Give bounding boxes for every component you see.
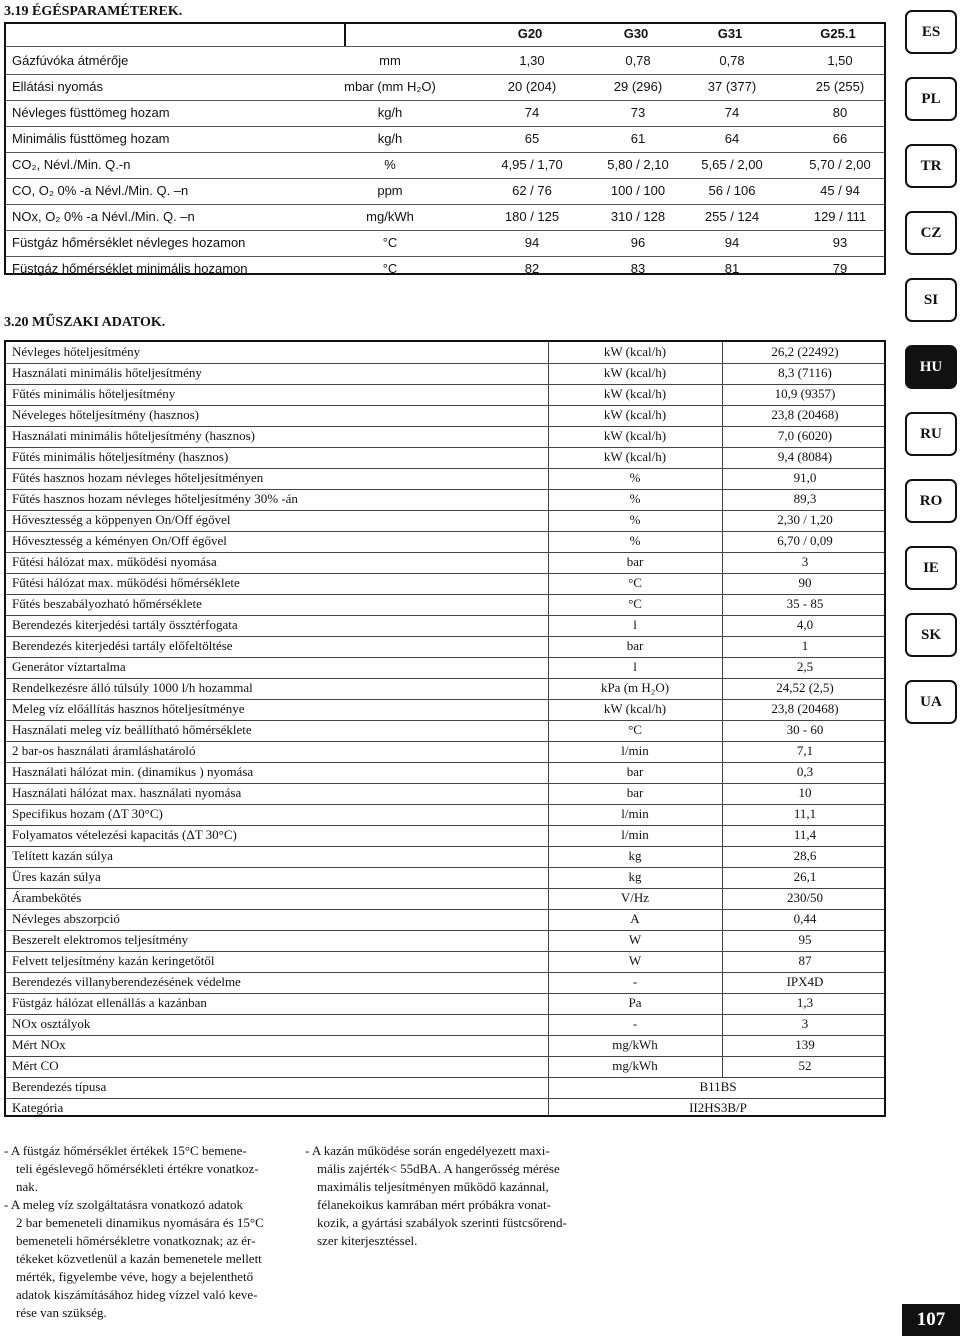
gas-row-unit: ppm	[377, 183, 403, 198]
tech-row-unit: %	[629, 470, 641, 485]
gas-row-label: Ellátási nyomás	[12, 79, 104, 94]
tech-row-unit: °C	[628, 596, 642, 611]
tech-row-value: 24,52 (2,5)	[776, 680, 834, 695]
tech-row-unit: l/min	[621, 743, 649, 758]
tech-row-label: Berendezés típusa	[12, 1079, 107, 1094]
gas-header-3: G25.1	[820, 26, 856, 41]
notes-left	[4, 1142, 294, 1322]
tech-row-unit: -	[632, 974, 638, 989]
tech-row-value: 10,9 (9357)	[774, 386, 836, 401]
tech-row-value: 35 - 85	[786, 596, 824, 611]
tech-row-label: Kategória	[12, 1100, 64, 1115]
tech-row-label: Névleges hőteljesítmény	[12, 344, 141, 359]
gas-row-value: 5,70 / 2,00	[809, 157, 871, 172]
gas-row-value: 5,65 / 2,00	[701, 157, 763, 172]
tech-row	[6, 384, 884, 405]
tech-row-label: Specifikus hozam (ΔT 30°C)	[12, 806, 163, 821]
note-line: félanekoikus kamrában mért próbákra vonat-	[317, 1197, 551, 1212]
tech-row-label: Mért CO	[12, 1058, 59, 1073]
tech-row-unit: W	[628, 953, 642, 968]
gas-row	[6, 126, 884, 152]
tech-row-unit: -	[632, 1016, 638, 1031]
tech-row-value: 0,3	[796, 764, 814, 779]
technical-data-table	[4, 340, 886, 1117]
tech-row-value: 1	[801, 638, 809, 653]
gas-row-value: 64	[724, 131, 740, 146]
gas-row-value: 5,80 / 2,10	[607, 157, 669, 172]
tech-row-label: 2 bar-os használati áramláshatároló	[12, 743, 196, 758]
note-line: rése van szükség.	[16, 1305, 107, 1320]
gas-row-unit: %	[384, 157, 396, 172]
tech-row-unit: mg/kWh	[612, 1037, 658, 1052]
gas-row	[6, 100, 884, 126]
tech-row-value: 95	[798, 932, 812, 947]
note-line: maximális teljesítményen működő kazánnal,	[317, 1179, 549, 1194]
gas-row-value: 25 (255)	[815, 79, 865, 94]
tech-row	[6, 426, 884, 447]
tech-row-unit: kW (kcal/h)	[603, 701, 667, 716]
tech-row-value: 2,5	[796, 659, 814, 674]
tech-row-label: Beszerelt elektromos teljesítmény	[12, 932, 189, 947]
note-line: - A füstgáz hőmérséklet értékek 15°C bemene-	[4, 1143, 247, 1158]
gas-row-value: 0,78	[625, 53, 651, 68]
gas-row-unit: kg/h	[377, 131, 403, 146]
gas-row-value: 94	[524, 235, 540, 250]
tech-row-label: Berendezés villanyberendezésének védelme	[12, 974, 241, 989]
gas-row-label: Füstgáz hőmérséklet minimális hozamon	[12, 261, 248, 276]
tech-row-label: Használati hálózat max. használati nyomása	[12, 785, 242, 800]
gas-row-value: 81	[724, 261, 740, 276]
tech-row	[6, 762, 884, 783]
tech-row-value: 4,0	[796, 617, 814, 632]
tech-row-value: 52	[798, 1058, 812, 1073]
tech-row-value: B11BS	[699, 1079, 737, 1094]
tech-row	[6, 993, 884, 1014]
page-number: 107	[902, 1304, 960, 1336]
gas-row-label: Névleges füsttömeg hozam	[12, 105, 170, 120]
tech-row	[6, 405, 884, 426]
tech-row-unit: kW (kcal/h)	[603, 386, 667, 401]
tech-row-unit: kW (kcal/h)	[603, 407, 667, 422]
tech-row-value: 139	[795, 1037, 815, 1052]
gas-row-value: 96	[630, 235, 646, 250]
tech-section-title: 3.20 MŰSZAKI ADATOK.	[4, 315, 166, 330]
tech-row-label: Meleg víz előállítás hasznos hőteljesítménye	[12, 701, 245, 716]
tech-row-label: Telített kazán súlya	[12, 848, 113, 863]
gas-row-label: Gázfúvóka átmérője	[12, 53, 129, 68]
tech-row-value: 26,2 (22492)	[771, 344, 839, 359]
gas-row-value: 56 / 106	[708, 183, 756, 198]
gas-row-label: CO₂, Névl./Min. Q.-n	[12, 157, 131, 172]
tech-row	[6, 657, 884, 678]
tech-row-label: Hővesztesség a köppenyen On/Off égővel	[12, 512, 231, 527]
tech-row	[6, 1014, 884, 1035]
tech-row-label: Fűtés beszabályozható hőmérséklete	[12, 596, 202, 611]
tech-row	[6, 951, 884, 972]
combustion-parameters-table	[4, 22, 886, 275]
tech-row-label: Felvett teljesítmény kazán keringetőtől	[12, 953, 215, 968]
note-line: - A kazán működése során engedélyezett maxi-	[305, 1143, 550, 1158]
tech-row-label: Hővesztesség a kéményen On/Off égővel	[12, 533, 227, 548]
gas-header-0: G20	[517, 26, 543, 41]
tech-row-unit: bar	[626, 785, 644, 800]
tech-row-value: 0,44	[793, 911, 817, 926]
tech-row	[6, 468, 884, 489]
gas-row-value: 74	[724, 105, 740, 120]
tech-row	[6, 825, 884, 846]
language-tab-ro[interactable]: RO	[905, 479, 957, 523]
tech-row-unit: kg	[628, 869, 642, 884]
tech-row-unit: W	[628, 932, 642, 947]
tech-row-value: 2,30 / 1,20	[777, 512, 833, 527]
tech-row-unit: °C	[628, 722, 642, 737]
tech-row	[6, 846, 884, 867]
gas-row-value: 83	[630, 261, 646, 276]
tech-row	[6, 783, 884, 804]
tech-row-value: 26,1	[793, 869, 817, 884]
tech-row	[6, 1098, 884, 1119]
tech-row-value: 23,8 (20468)	[771, 407, 839, 422]
tech-row	[6, 531, 884, 552]
tech-row-value: 1,3	[796, 995, 814, 1010]
note-line: tékeket közvetlenül a kazán bemenetele mellett	[16, 1251, 262, 1266]
tech-row-label: Fűtés minimális hőteljesítmény (hasznos)	[12, 449, 229, 464]
note-line: kozik, a gyártási szabályok szerinti füstcsőrend-	[317, 1215, 567, 1230]
note-line: bemeneteli hőmérsékletre vonatkoznak; az ér-	[16, 1233, 256, 1248]
tech-row-label: Árambekötés	[12, 890, 82, 905]
note-line: nak.	[16, 1179, 39, 1194]
tech-row	[6, 1077, 884, 1098]
tech-row	[6, 615, 884, 636]
language-tab-pl[interactable]: PL	[905, 77, 957, 121]
gas-header-separator	[6, 46, 884, 47]
tech-row	[6, 678, 884, 699]
gas-row-value: 4,95 / 1,70	[501, 157, 563, 172]
tech-row	[6, 573, 884, 594]
tech-row	[6, 447, 884, 468]
gas-row-value: 66	[832, 131, 848, 146]
gas-row-value: 29 (296)	[613, 79, 663, 94]
language-tab-es[interactable]: ES	[905, 10, 957, 54]
tech-row-value: 3	[801, 1016, 809, 1031]
tech-row-label: Használati hálózat min. (dinamikus ) nyomása	[12, 764, 254, 779]
tech-row-unit: kW (kcal/h)	[603, 365, 667, 380]
tech-row-value: II2HS3B/P	[689, 1100, 747, 1115]
gas-row-unit: kg/h	[377, 105, 403, 120]
tech-row-unit: bar	[626, 554, 644, 569]
tech-row-label: Generátor víztartalma	[12, 659, 126, 674]
gas-row	[6, 74, 884, 100]
tech-row-unit: A	[630, 911, 640, 926]
tech-row-label: Füstgáz hálózat ellenállás a kazánban	[12, 995, 207, 1010]
tech-row-label: Üres kazán súlya	[12, 869, 101, 884]
tech-row-label: Néveleges hőteljesítmény (hasznos)	[12, 407, 199, 422]
tech-row-unit: kW (kcal/h)	[603, 428, 667, 443]
gas-row-value: 310 / 128	[610, 209, 666, 224]
gas-row	[6, 152, 884, 178]
gas-row-value: 80	[832, 105, 848, 120]
tech-row	[6, 342, 884, 363]
gas-row-value: 100 / 100	[610, 183, 666, 198]
tech-row-value: 7,0 (6020)	[777, 428, 833, 443]
tech-row-value: 90	[798, 575, 812, 590]
language-tab-tr[interactable]: TR	[905, 144, 957, 188]
tech-row	[6, 930, 884, 951]
tech-row	[6, 489, 884, 510]
note-line: - A meleg víz szolgáltatásra vonatkozó adatok	[4, 1197, 243, 1212]
tech-row-unit: bar	[626, 638, 644, 653]
language-tab-ua[interactable]: UA	[905, 680, 957, 724]
tech-row	[6, 636, 884, 657]
tech-row-unit: l/min	[621, 806, 649, 821]
tech-row-label: Mért NOx	[12, 1037, 66, 1052]
tech-col-divider-2	[722, 342, 723, 1077]
tech-row-value: 230/50	[786, 890, 824, 905]
tech-row-unit: kW (kcal/h)	[603, 344, 667, 359]
tech-row-label: NOx osztályok	[12, 1016, 91, 1031]
tech-row-value: 9,4 (8084)	[777, 449, 833, 464]
tech-row	[6, 699, 884, 720]
tech-row	[6, 909, 884, 930]
tech-row-label: Fűtés minimális hőteljesítmény	[12, 386, 176, 401]
tech-row-unit: %	[629, 491, 641, 506]
tech-row-label: Használati minimális hőteljesítmény (hasznos)	[12, 428, 255, 443]
tech-row-value: 23,8 (20468)	[771, 701, 839, 716]
tech-row-label: Rendelkezésre álló túlsúly 1000 l/h hozammal	[12, 680, 253, 695]
language-tab-sk[interactable]: SK	[905, 613, 957, 657]
gas-row	[6, 204, 884, 230]
gas-row-value: 79	[832, 261, 848, 276]
language-tab-si[interactable]: SI	[905, 278, 957, 322]
gas-row-unit: mbar (mm H₂O)	[344, 79, 436, 94]
note-line: 2 bar bemeneteli dinamikus nyomására és 15°C	[16, 1215, 264, 1230]
gas-row-value: 0,78	[719, 53, 745, 68]
tech-row-value: 11,1	[793, 806, 817, 821]
gas-row-value: 74	[524, 105, 540, 120]
gas-row-label: NOx, O₂ 0% -a Névl./Min. Q. –n	[12, 209, 195, 224]
tech-row	[6, 804, 884, 825]
tech-row	[6, 1056, 884, 1077]
gas-header-1: G30	[623, 26, 649, 41]
tech-row-label: Berendezés kiterjedési tartály össztérfogata	[12, 617, 238, 632]
tech-row-label: Használati meleg víz beállítható hőmérséklete	[12, 722, 252, 737]
language-tab-ru[interactable]: RU	[905, 412, 957, 456]
gas-row	[6, 178, 884, 204]
gas-row-value: 20 (204)	[507, 79, 557, 94]
note-line: teli égéslevegő hőmérsékleti értékre vonatkoz-	[16, 1161, 259, 1176]
gas-row-value: 82	[524, 261, 540, 276]
tech-row-unit: kg	[628, 848, 642, 863]
tech-row-unit: mg/kWh	[612, 1058, 658, 1073]
gas-row-label: CO, O₂ 0% -a Névl./Min. Q. –n	[12, 183, 189, 198]
gas-row-value: 62 / 76	[512, 183, 552, 198]
tech-row-value: 8,3 (7116)	[778, 365, 832, 380]
gas-row-label: Füstgáz hőmérséklet névleges hozamon	[12, 235, 246, 250]
gas-row-value: 93	[832, 235, 848, 250]
language-tab-cz[interactable]: CZ	[905, 211, 957, 255]
tech-row	[6, 594, 884, 615]
gas-row-unit: °C	[382, 261, 398, 276]
tech-row-unit: bar	[626, 764, 644, 779]
note-line: szer kiterjesztéssel.	[317, 1233, 418, 1248]
gas-row-value: 180 / 125	[504, 209, 560, 224]
tech-row-label: Fűtési hálózat max. működési hőmérséklete	[12, 575, 240, 590]
gas-row-value: 61	[630, 131, 646, 146]
tech-row-value: 28,6	[793, 848, 817, 863]
gas-row-value: 1,50	[827, 53, 853, 68]
gas-row-unit: mg/kWh	[366, 209, 414, 224]
tech-row-value: 91,0	[793, 470, 817, 485]
gas-row-value: 129 / 111	[813, 209, 867, 224]
tech-row-unit: %	[629, 533, 641, 548]
tech-row-value: 30 - 60	[786, 722, 824, 737]
gas-section-title: 3.19 ÉGÉSPARAMÉTEREK.	[4, 4, 183, 19]
note-line: adatok kiszámításához hideg vízzel való keve-	[16, 1287, 258, 1302]
gas-row-label: Minimális füsttömeg hozam	[12, 131, 170, 146]
tech-row-unit: l	[633, 659, 637, 674]
tech-row	[6, 972, 884, 993]
tech-row-label: Fűtési hálózat max. működési nyomása	[12, 554, 217, 569]
tech-row	[6, 363, 884, 384]
language-tab-hu[interactable]: HU	[905, 345, 957, 389]
tech-row-value: 89,3	[793, 491, 817, 506]
tech-row-unit: kW (kcal/h)	[603, 449, 667, 464]
tech-row	[6, 867, 884, 888]
gas-row	[6, 48, 884, 74]
gas-row-value: 73	[630, 105, 646, 120]
tech-row-label: Fűtés hasznos hozam névleges hőteljesítmény 30% -án	[12, 491, 298, 506]
note-line: mérték, figyelembe véve, hogy a bejelenthető	[16, 1269, 254, 1284]
note-line: mális zajérték< 55dBA. A hangerősség mérése	[317, 1161, 560, 1176]
gas-row-value: 94	[724, 235, 740, 250]
gas-header-2: G31	[717, 26, 743, 41]
tech-row-unit: %	[629, 512, 641, 527]
tech-row-unit: °C	[628, 575, 642, 590]
tech-row-value: 7,1	[796, 743, 814, 758]
gas-row-value: 45 / 94	[820, 183, 860, 198]
gas-row-value: 65	[524, 131, 540, 146]
tech-row	[6, 510, 884, 531]
gas-row-unit: °C	[382, 235, 398, 250]
tech-row	[6, 552, 884, 573]
tech-row-label: Használati minimális hőteljesítmény	[12, 365, 202, 380]
tech-row-label: Berendezés kiterjedési tartály előfeltöltése	[12, 638, 233, 653]
tech-row-value: 10	[798, 785, 812, 800]
tech-row-label: Folyamatos vételezési kapacitás (ΔT 30°C)	[12, 827, 237, 842]
tech-row-value: 6,70 / 0,09	[777, 533, 833, 548]
language-tab-ie[interactable]: IE	[905, 546, 957, 590]
tech-row-unit: Pa	[628, 995, 642, 1010]
notes-right	[305, 1142, 595, 1250]
gas-row-value: 37 (377)	[707, 79, 757, 94]
tech-row-unit: kPa (m H₂O)	[600, 680, 670, 695]
gas-row-value: 1,30	[519, 53, 545, 68]
gas-row	[6, 230, 884, 256]
tech-row-unit: l/min	[621, 827, 649, 842]
gas-row-unit: mm	[379, 53, 401, 68]
tech-row-unit: V/Hz	[620, 890, 650, 905]
tech-row	[6, 741, 884, 762]
tech-row-unit: l	[633, 617, 637, 632]
gas-row	[6, 256, 884, 282]
tech-row-value: 87	[798, 953, 812, 968]
tech-row-value: 3	[801, 554, 809, 569]
tech-row	[6, 1035, 884, 1056]
tech-row	[6, 888, 884, 909]
tech-row-label: Névleges abszorpció	[12, 911, 120, 926]
tech-row-value: 11,4	[793, 827, 817, 842]
tech-row-label: Fűtés hasznos hozam névleges hőteljesítményen	[12, 470, 264, 485]
tech-row-value: IPX4D	[786, 974, 824, 989]
gas-row-value: 255 / 124	[704, 209, 760, 224]
tech-row	[6, 720, 884, 741]
